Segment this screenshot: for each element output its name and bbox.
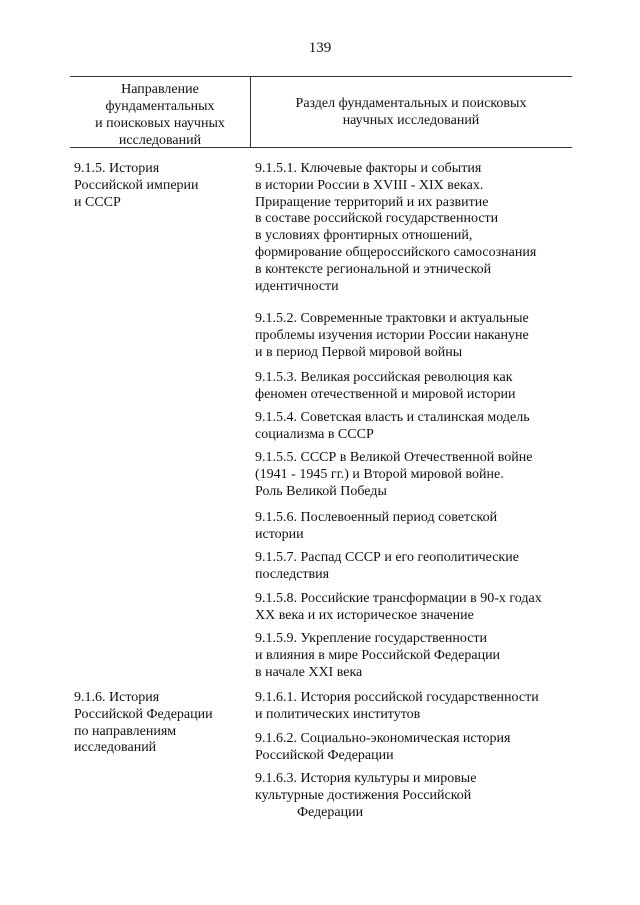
section-line: в условиях фронтирных отношений, (255, 228, 473, 244)
section-line: в начале XXI века (255, 664, 363, 680)
section-9-1-6-3 (255, 771, 575, 821)
section-line: идентичности (255, 278, 339, 294)
section-line: 9.1.5.5. СССР в Великой Отечественной войне (255, 450, 533, 465)
section-line: истории (255, 526, 304, 542)
section-line: феномен отечественной и мировой истории (255, 386, 516, 402)
section-9-1-5-6 (255, 510, 575, 544)
section-9-1-6-1 (255, 690, 575, 724)
section-line: проблемы изучения истории России накануне (255, 327, 529, 343)
header-column-divider (250, 76, 251, 147)
header-direction (70, 81, 250, 149)
table-top-rule (70, 76, 572, 77)
section-line: 9.1.5.9. Укрепление государственности (255, 631, 488, 646)
section-9-1-5-8 (255, 591, 575, 625)
direction-line: Российской империи (74, 177, 199, 193)
direction-9-1-6 (74, 690, 250, 757)
section-line: 9.1.5.7. Распад СССР и его геополитические (255, 550, 519, 565)
direction-line: Российской Федерации (74, 706, 213, 722)
section-line: последствия (255, 566, 330, 582)
section-line: в истории России в XVIII - XIX веках. (255, 177, 484, 193)
section-line: 9.1.5.8. Российские трансформации в 90-х годах (255, 591, 542, 606)
direction-line: 9.1.5. История (74, 161, 160, 176)
section-line: 9.1.5.2. Современные трактовки и актуальные (255, 311, 529, 326)
section-line: 9.1.5.4. Советская власть и сталинская модель (255, 410, 530, 425)
section-line: и в период Первой мировой войны (255, 344, 463, 360)
section-line: Приращение территорий и их развитие (255, 194, 489, 210)
section-line: Роль Великой Победы (255, 483, 387, 499)
header-section (252, 95, 570, 129)
section-line: Федерации (296, 804, 364, 820)
page-number: 139 (308, 40, 332, 56)
section-9-1-5-2 (255, 311, 575, 361)
direction-line: 9.1.6. История (74, 690, 160, 705)
section-9-1-5-9 (255, 631, 575, 681)
direction-9-1-5 (74, 161, 250, 211)
section-line: (1941 - 1945 гг.) и Второй мировой войне. (255, 466, 504, 482)
section-line: социализма в СССР (255, 426, 374, 442)
section-line: 9.1.5.6. Послевоенный период советской (255, 510, 498, 525)
direction-line: и СССР (74, 194, 121, 210)
section-line: Российской Федерации (255, 747, 394, 763)
section-line: культурные достижения Российской (255, 787, 472, 803)
section-9-1-5-7 (255, 550, 575, 584)
header-direction-line: исследований (118, 133, 202, 148)
section-9-1-5-4 (255, 410, 575, 444)
section-line: в контексте региональной и этнической (255, 261, 492, 277)
section-line: 9.1.5.3. Великая российская революция как (255, 370, 513, 385)
section-line: в составе российской государственности (255, 211, 499, 227)
section-9-1-5-1 (255, 161, 575, 295)
header-direction-line: фундаментальных (105, 99, 215, 114)
header-direction-line: Направление (121, 82, 199, 97)
section-9-1-5-3 (255, 370, 575, 404)
header-section-line: Раздел фундаментальных и поисковых (295, 96, 527, 111)
section-line: 9.1.6.3. История культуры и мировые (255, 771, 477, 786)
section-9-1-5-5 (255, 450, 575, 500)
header-direction-line: и поисковых научных (95, 116, 225, 131)
section-line: 9.1.5.1. Ключевые факторы и события (255, 161, 482, 176)
section-9-1-6-2 (255, 731, 575, 765)
section-line: 9.1.6.1. История российской государственности (255, 690, 539, 705)
section-line: 9.1.6.2. Социально-экономическая история (255, 731, 511, 746)
section-line: и политических институтов (255, 706, 421, 722)
direction-line: по направлениям (74, 723, 177, 739)
header-section-line: научных исследований (342, 113, 480, 128)
section-line: XX века и их историческое значение (255, 607, 474, 623)
section-line: формирование общероссийского самосознания (255, 244, 537, 260)
section-line: и влияния в мире Российской Федерации (255, 647, 501, 663)
direction-line: исследований (74, 740, 157, 756)
